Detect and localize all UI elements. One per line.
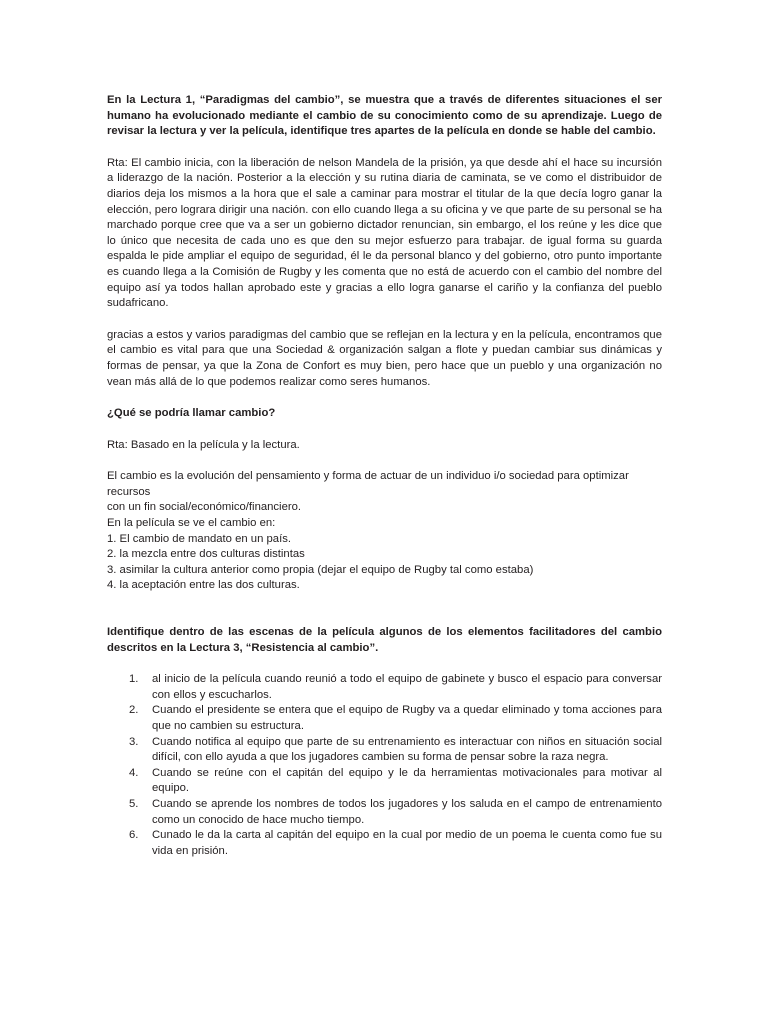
list-item xyxy=(107,828,662,859)
list-item xyxy=(107,797,662,828)
answer-2-intro: Rta: Basado en la película y la lectura. xyxy=(107,438,300,451)
change-definition-block xyxy=(107,469,662,594)
document-page xyxy=(107,93,662,859)
list-item-text: Cuando el presidente se entera que el equipo de Rugby va a quedar eliminado y toma acciones para que no cambien su estructura. xyxy=(152,704,662,732)
list-item xyxy=(107,703,662,734)
list-number: 2. xyxy=(129,704,139,717)
list-item-text: Cuando se aprende los nombres de todos los jugadores y los saluda en el campo de entrenamiento como un conocido de hace mucho tiempo. xyxy=(152,797,662,826)
list-item xyxy=(107,766,662,797)
list-intro: En la película se ve el cambio en: xyxy=(107,517,276,530)
answer-1-paragraph-2: gracias a estos y varios paradigmas del cambio que se reflejan en la lectura y en la película, encontramos que el cambio es vital para que una Sociedad & organización salgan a flote y puedan cambiar sus dinámicas y formas de pensar, ya que la Zona de Confort es muy bien, pero hace que un pueblo y una organización no vean más allá de lo que podemos realizar como seres humanos. xyxy=(107,328,662,388)
list-item-text: al inicio de la película cuando reunió a todo el equipo de gabinete y busco el espacio para conversar con ellos y escucharlos. xyxy=(152,673,662,701)
list-item xyxy=(107,735,662,766)
list-number: 4. xyxy=(129,766,139,779)
list-item-text: Cuando notifica al equipo que parte de su entrenamiento es interactuar con niños en situación social difícil, con ello ayuda a que los jugadores cambien su forma de pensar sobre la raza negra. xyxy=(152,735,662,764)
list-number: 6. xyxy=(129,829,139,842)
question-2: ¿Qué se podría llamar cambio? xyxy=(107,407,276,420)
facilitators-list xyxy=(107,672,662,859)
question-3: Identifique dentro de las escenas de la película algunos de los elementos facilitadores del cambio descritos en la Lectura 3, “Resistencia al cambio”. xyxy=(107,626,662,654)
definition-line: El cambio es la evolución del pensamiento y forma de actuar de un individuo i/o sociedad para optimizar recursos xyxy=(107,470,629,498)
list-item-text: Cunado le da la carta al capitán del equipo en la cual por medio de un poema le cuenta como fue su vida en prisión. xyxy=(152,829,662,857)
definition-line: con un fin social/económico/financiero. xyxy=(107,501,302,514)
list-item xyxy=(107,672,662,703)
answer-1-paragraph-1: Rta: El cambio inicia, con la liberación de nelson Mandela de la prisión, ya que desde ahí el hace su incursión a liderazgo de la nación. Posterior a la elección y su rutina diaria de caminata, se ve como el distribuidor de diarios deja los mismos a la hora que el sale a caminar para mostrar el titular de la que decía logro ganar la elección, pero lograra dirigir una nación. con ello cuando llega a su oficina y ve que parte de su personal se ha marchado porque cree que va a ser un gobierno dictador renuncian, sin embargo, el los reúne y les dice que lo único que necesita de cada uno es que den su mejor esfuerzo para trabajar. de igual forma su guarda espalda le pide ampliar el equipo de seguridad, él le da personal blanco y del gobierno, otro punto importante es cuando llega a la Comisión de Rugby y les comenta que no está de acuerdo con el cambio del nombre del equipo así ya todos hallan aprobado este y gracias a ello logra ganarse el cariño y la confianza del pueblo sudafricano. xyxy=(107,156,662,310)
list-item: 2. la mezcla entre dos culturas distintas xyxy=(107,548,305,561)
list-item-text: Cuando se reúne con el capitán del equipo y le da herramientas motivacionales para motivar al equipo. xyxy=(152,766,662,795)
list-item: 4. la aceptación entre las dos culturas. xyxy=(107,579,300,592)
list-item: 1. El cambio de mandato en un país. xyxy=(107,532,292,545)
list-number: 5. xyxy=(129,797,139,810)
list-item: 3. asimilar la cultura anterior como propia (dejar el equipo de Rugby tal como estaba) xyxy=(107,563,534,576)
question-1: En la Lectura 1, “Paradigmas del cambio”, se muestra que a través de diferentes situaciones el ser humano ha evolucionado mediante el cambio de su conocimiento como de su aprendizaje. Luego de revisar la lectura y ver la película, identifique tres apartes de la película en donde se hable del cambio. xyxy=(107,94,662,138)
list-number: 3. xyxy=(129,735,139,748)
list-number: 1. xyxy=(129,673,139,686)
